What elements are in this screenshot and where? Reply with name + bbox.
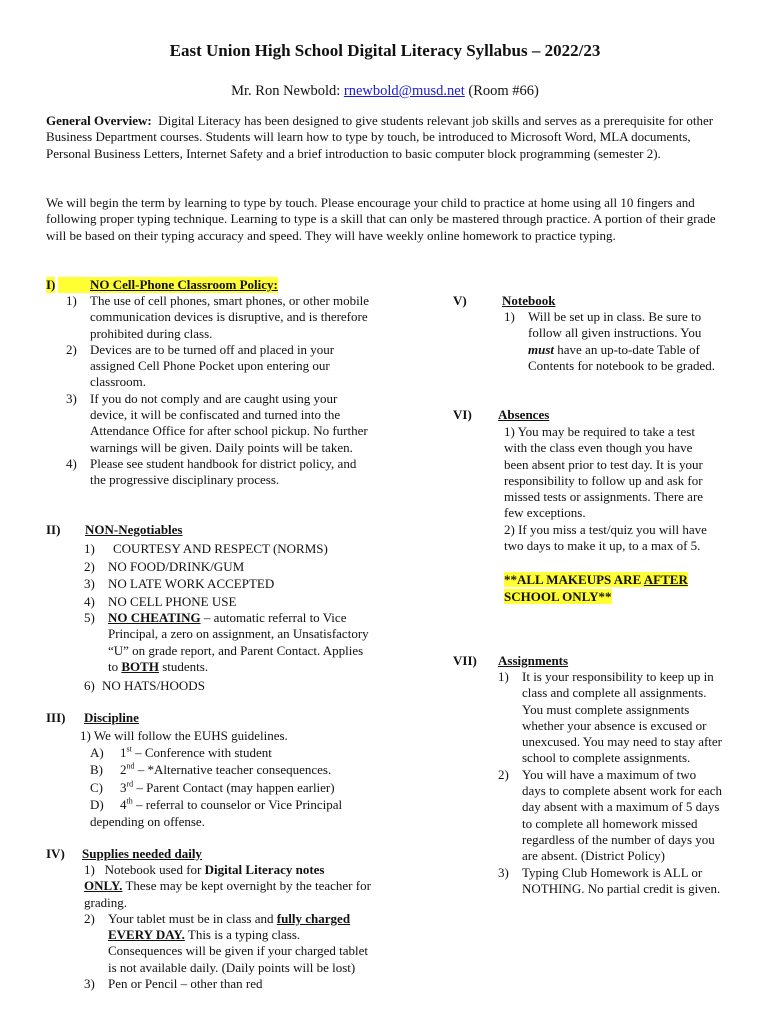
makeup-notice: **ALL MAKEUPS ARE AFTER SCHOOL ONLY**: [504, 572, 688, 604]
section-6-number: VI): [453, 407, 472, 422]
list-item: B) 2nd – *Alternative teacher consequences.: [90, 762, 332, 778]
list-item: 4) NO CELL PHONE USE: [84, 593, 237, 609]
section-4-number: IV): [46, 846, 65, 861]
list-item: D) 4th – referral to counselor or Vice Principal: [90, 796, 343, 812]
list-item: 3) If you do not comply and are caught using your device, it will be confiscated and turned into the Attendance Office for after school pickup. No further warnings will be given. Daily points will be taken.: [66, 390, 368, 455]
list-item: 3) NO LATE WORK ACCEPTED: [84, 576, 275, 591]
overview-text: Digital Literacy has been designed to give students relevant job skills and serves as a prerequisite for other Business Department courses. Students will learn how to type by touch, be introduced to Microsoft Word, MLA documents, Personal Business Letters, Internet Safety and a brief introduction to basic computer block programming (semester 2).: [46, 113, 714, 161]
section-6-title: Absences: [498, 407, 550, 422]
section-5-title: Notebook: [502, 293, 556, 308]
list-item: C) 3rd – Parent Contact (may happen earlier): [90, 779, 335, 795]
section-2-number: II): [46, 522, 61, 537]
list-item: 4) Please see student handbook for district policy, and the progressive disciplinary process.: [66, 455, 357, 488]
list-item: 2) Devices are to be turned off and placed in your assigned Cell Phone Pocket upon entering our classroom.: [66, 341, 335, 390]
section-7-number: VII): [453, 653, 477, 668]
list-item: 2) If you miss a test/quiz you will have two days to make it up, to a max of 5.: [504, 521, 707, 554]
section-3-list: [80, 727, 380, 830]
list-item: 5) NO CHEATING – automatic referral to Vice Principal, a zero on assignment, an Unsatisfactory “U” on grade report, and Parent Contact. Applies to BOTH students.: [84, 610, 369, 674]
section-7-title: Assignments: [498, 653, 569, 668]
list-item: 3) Typing Club Homework is ALL or NOTHING. No partial credit is given.: [498, 864, 721, 896]
list-item: 1) Will be set up in class. Be sure to follow all given instructions. You must have an up-to-date Table of Contents for notebook to be graded.: [504, 309, 716, 373]
section-2-title: NON-Negotiables: [85, 522, 183, 537]
list-item: 1) Notebook used for Digital Literacy notes ONLY. These may be kept overnight by the teacher for grading.: [84, 862, 371, 910]
list-item: 1) You may be required to take a test with the class even though you have been absent prior to test day. It is your responsibility to follow up and ask for missed tests or assignments. There are few exceptions.: [504, 424, 704, 521]
section-4-title: Supplies needed daily: [82, 846, 202, 861]
list-item: 2) Your tablet must be in class and fully charged EVERY DAY. This is a typing class. Consequences will be given if your charged tablet is not available daily. (Daily points will be lost): [84, 910, 369, 975]
teacher-email-link[interactable]: rnewbold@musd.net: [343, 83, 465, 99]
section-3-number: III): [46, 710, 66, 725]
page-title: East Union High School Digital Literacy Syllabus – 2022/23: [169, 41, 601, 60]
section-5-list: [504, 309, 719, 374]
intro-paragraph: We will begin the term by learning to type by touch. Please encourage your child to practice at home using all 10 fingers and following proper typing technique. Learning to type is a skill that can only be mastered through practice. A portion of their grade will be based on their typing accuracy and speed. They will have weekly online homework to practice typing.: [46, 195, 716, 243]
room-number: (Room #66): [468, 83, 539, 99]
section-1-number: I): [46, 277, 56, 292]
overview-label: General Overview:: [46, 113, 152, 128]
list-item: 1) It is your responsibility to keep up in class and complete all assignments. You must complete assignments whether your absence is excused or unexcused. You may need to stay after school to complete assignments.: [498, 669, 723, 766]
list-item: 2) You will have a maximum of two days to complete absent work for each day absent with a maximum of 5 days to complete all homework missed regardless of the number of days you are absent. (District Policy): [498, 766, 722, 864]
section-5-number: V): [453, 293, 467, 308]
section-3-title: Discipline: [84, 710, 139, 725]
list-item: 2) NO FOOD/DRINK/GUM: [84, 558, 245, 574]
teacher-name: Mr. Ron Newbold:: [231, 83, 341, 99]
list-item: 1) COURTESY AND RESPECT (NORMS): [84, 541, 328, 556]
section-1-list: [66, 293, 371, 489]
teacher-line: [0, 83, 770, 99]
section-1-title: NO Cell-Phone Classroom Policy:: [90, 277, 278, 292]
section-7-list: [498, 669, 723, 897]
discipline-intro: 1) We will follow the EUHS guidelines.: [80, 728, 288, 743]
section-2-list: [84, 540, 374, 695]
list-item: 3) Pen or Pencil – other than red: [84, 976, 263, 992]
general-overview: [46, 113, 736, 162]
section-6-list: [504, 424, 716, 605]
list-item: A) 1st – Conference with student: [90, 744, 272, 761]
discipline-tail: depending on offense.: [90, 814, 205, 830]
section-4-list: [84, 862, 374, 992]
section-1-highlight-gap: [58, 277, 90, 293]
list-item: 1) The use of cell phones, smart phones, or other mobile communication devices is disruptive, and is therefore prohibited during class.: [66, 293, 370, 341]
list-item: 6) NO HATS/HOODS: [84, 678, 205, 694]
